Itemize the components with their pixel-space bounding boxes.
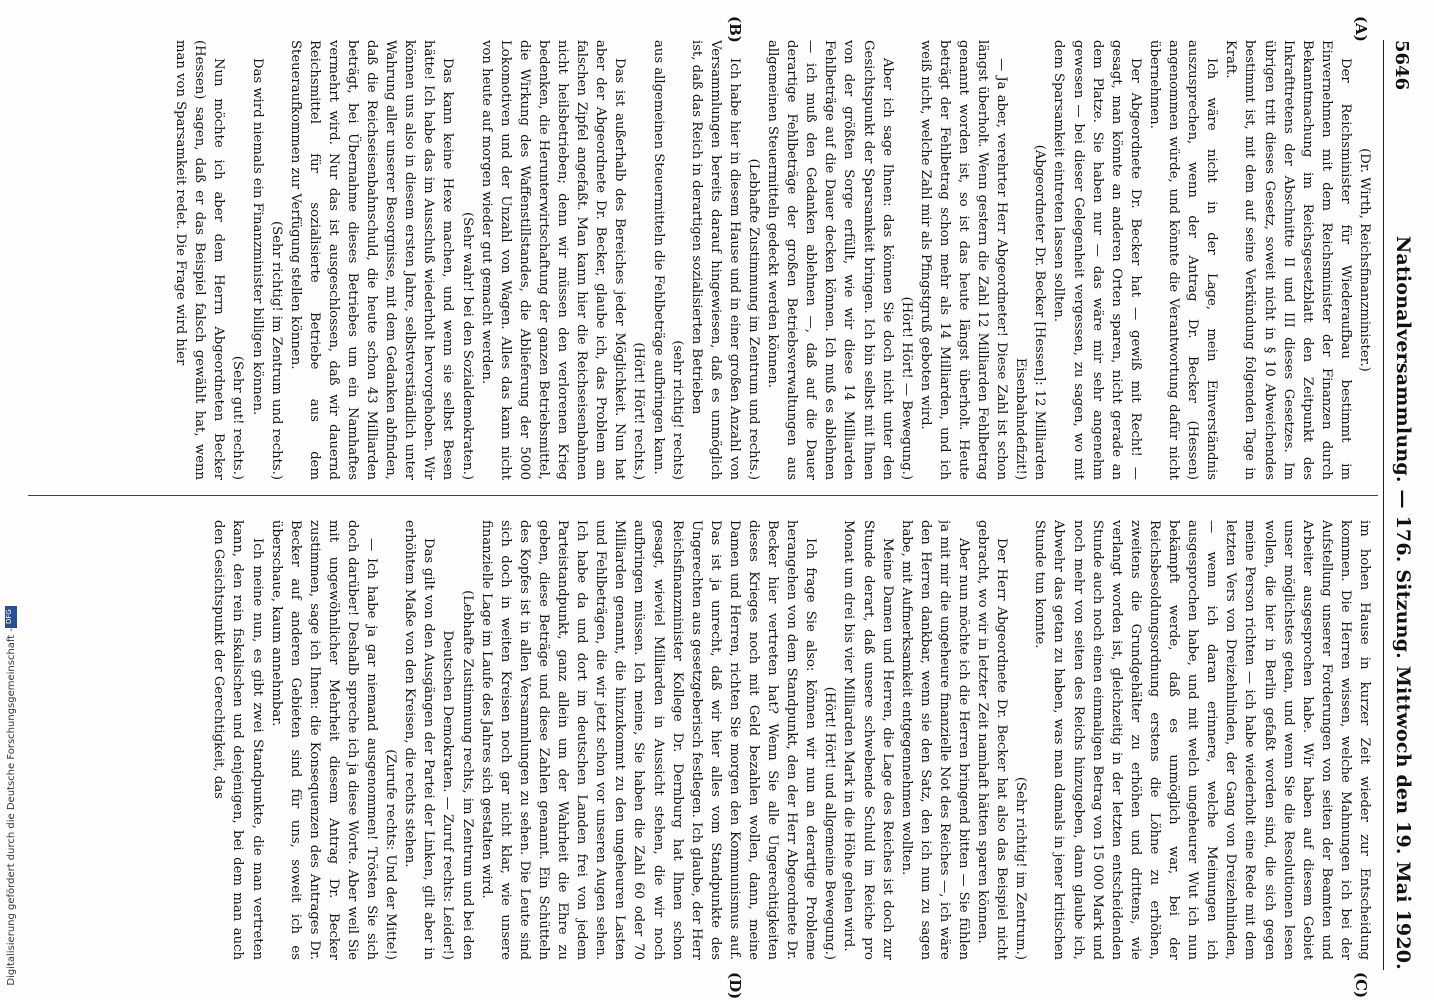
interjection: (Zurufe rechts: Und der Mitte!) xyxy=(383,749,399,960)
left-text-column xyxy=(34,40,1374,480)
paragraph: Ich frage Sie also: können wir nun an derartige Probleme herangehen von dem Standpunkt, den der Herr Abgeordnete Dr. Becker hier vertreten hat? Wenn Sie alle Ungerechtigkeiten dieses Krieges noch mit Geld bezahlen wollen, dann, meine Damen und Herren, richten Sie morgen den Kommunismus auf. Das ist ja unrecht, daß wir hier alles vom Standpunkte des Ungerechten aus gesetzgeberisch festlegen. Ich glaube, der Herr Reichsfinanzminister Kollege Dr. Dernburg hat Ihnen schon gesagt, wieviel Milliarden in Aussicht stehen, die wir noch aufbringen müssen. Ich meine, Sie haben die Zahl 60 oder 70 Milliarden genannt, die hinzukommt zu den ungeheuren Lasten und Fehlbeträgen, die wir jetzt schon vor unseren Augen sehen. Ich habe da und dort im deutschen Landen frei von jedem Parteistandpunkt, ganz allein um der Wahrheit die Ehre zu geben, diese Beträge und diese Zahlen genannt. Ein Schütteln des Kopfes ist in allen Versammlungen zu sehen. Die Leute sind sich doch in weiten Kreisen noch gar nicht klar, wie unsere finanzielle Lage im Laufe des Jahres sich gestalten wird. xyxy=(478,520,819,960)
paragraph: Aber ich sage Ihnen: das können Sie doch nicht unter den Gesichtspunkt der Sparsamkeit bringen. Ich bin selbst mit Ihnen von der größten Sorge erfüllt, wie wir diese 14 Milliarden Fehlbeträge auf die Dauer decken können. Ich muß es ablehnen — ich muß den Gedanken ablehnen —, daß auf die Dauer derartige Fehlbeträge der großen Betriebsverwaltungen aus allgemeinen Steuermitteln gedeckt werden können. xyxy=(765,40,895,480)
paragraph: Aber nun möchte ich die Herren bringend bitten — Sie fühlen ja mit mir die ungeheure finanzielle Not des Reiches —, ich wäre den Herren dankbar, wenn sie den Satz, den ich nun zu sagen habe, mit Aufmerksamkeit entgegennehmen wollten. xyxy=(898,520,972,960)
paragraph: Ich wäre nicht in der Lage, mein Einverständnis auszusprechen, wenn der Antrag Dr. Becker (Hessen) angenommen würde, und könnte die Verantwortung dafür nicht übernehmen. xyxy=(1146,40,1220,480)
paragraph: Meine Damen und Herren, die Lage des Reiches ist doch zur Stunde derart, daß unsere schwebende Schuld im Reiche pro Monat um drei bis vier Milliarden Mark in die Höhe gehen wird. xyxy=(841,520,895,960)
running-head: Nationalversammlung. — 176. Sitzung. Mittwoch den 19. Mai 1920. xyxy=(1392,235,1414,970)
interjection: (Hört! Hört! und allgemeine Bewegung.) xyxy=(822,686,838,960)
interjection: (Sehr richtig! im Zentrum und rechts.) xyxy=(268,220,284,480)
right-text-column xyxy=(34,520,1374,960)
paragraph: Ich meine nun, es gibt zwei Standpunkte, die man vertreten kann, den rein fiskalischen und denjenigen, bei dem man auch den Gesichtspunkt der Gerechtigkeit, das xyxy=(211,520,265,960)
interjection: (Sehr gut! rechts.) xyxy=(230,355,246,480)
page-number: 5646 xyxy=(1391,40,1412,91)
paragraph: aus allgemeinen Steuermitteln die Fehlbeträge aufbringen kann. xyxy=(650,40,666,475)
dfg-logo: DFG xyxy=(5,606,17,628)
margin-mark-a: (A) xyxy=(1352,16,1370,42)
paragraph: — Ich habe ja gar niemand ausgenommen! Trösten Sie sich doch darüber! Deshalb spreche ich ja diese Worte. Aber weil Sie mit ungewöhnlicher Mehrheit diesem Antrag Dr. Becker zustimmen, sage ich Ihnen: die Konsequenzen des Antrages Dr. Becker auf anderen Gebieten sind für uns, soweit ich es überschaue, kaum annehmbar. xyxy=(268,520,380,960)
paragraph: Der Herr Abgeordnete Dr. Becker hat also das Beispiel nicht gebracht, wo wir in letzter Zeit namhaft hätten sparen können. xyxy=(975,520,1010,960)
credit-text: Digitalisierung gefördert durch die Deutsche Forschungsgemeinschaft - xyxy=(5,628,17,986)
paragraph: im hohen Hause in kurzer Zeit wieder zur Entscheidung kommen. Die Herren wissen, welche Mahnungen ich bei der Aufstellung unserer Forderungen von seiten der Beamten und Arbeiter ausgesprochen habe. Wir haben auf diesem Gebiet unser möglichstes getan, und wenn Sie die Resolutionen lesen wollen, die hier in Berlin gefaßt worden sind, die sich gegen meine Person richten — ich habe wiederholt eine Rede mit dem letzten Vers von Dreizehnlinden, der Gang von Dreizehnlinden, — wenn ich daran erinnere, welche Meinungen ich ausgesprochen habe, und mit welch ungeheurer Wut ich nun bekämpft werde, daß es unmöglich war, bei der Reichsbesoldungsordnung erstens die Löhne zu erhöhen, zweitens die Grundgehälter zu erhöhen und drittens, wie verlangt worden ist, gleichzeitig in der letzten entscheidenden Stunde auch noch einen einmaligen Betrag von 15 000 Mark und noch mehr von seiten des Reichs hinzugeben, dann glaube ich, Abwehr das getan zu haben, was man damals in jener kritischen Stunde tun konnte. xyxy=(1032,520,1372,960)
interjection: (sehr richtig! rechts) xyxy=(669,340,685,480)
paragraph: Nun möchte ich aber dem Herrn Abgeordneten Becker (Hessen) sagen, daß er das Beispiel falsch gewählt hat, wenn man von Sparsamkeit redet. Die Frage wird hier xyxy=(173,40,227,480)
interjection: (Sehr wahr! bei den Sozialdemokraten.) xyxy=(459,212,475,480)
margin-mark-c: (C) xyxy=(1352,972,1370,999)
paragraph: Das gilt von den Ausgängen der Partei der Linken, gilt aber in erhöhtem Maße von den Kreisen, die rechts stehen. xyxy=(402,520,437,960)
interjection: (Lebhafte Zustimmung rechts, im Zentrum und bei den Deutschen Demokraten. — Zuruf rechts: Leider!) xyxy=(440,590,475,960)
paragraph: Der Reichsminister für Wiederaufbau bestimmt im Einvernehmen mit dem Reichsminister der Finanzen durch Bekanntmachung im Reichsgesetzblatt den Zeitpunkt des Inkrafttretens der Abschnitte II und III dieses Gesetzes. Im übrigen tritt dieses Gesetz, soweit nicht in § 10 Abweichendes bestimmt ist, mit dem auf seine Verkündung folgenden Tage in Kraft. xyxy=(1223,40,1353,480)
paragraph: — Ja aber, verehrter Herr Abgeordneter! Diese Zahl ist schon längst überholt. Wenn gestern die Zahl 12 Milliarden Fehlbetrag genannt worden ist, so ist das heute längst überholt. Heute beträgt der Fehlbetrag schon mehr als 14 Milliarden, und ich weiß nicht, welche Zahl mir als Pfingstgruß geboten wird. xyxy=(917,40,1010,480)
paragraph: Das ist außerhalb des Bereiches jeder Möglichkeit. Nun hat aber der Abgeordnete Dr. Becker, glaube ich, das Problem am falschen Zipfel angefaßt. Man kann hier die Reichseisenbahnen nicht heilsbetrieben; denn wir müssen den verlorenen Krieg bedenken, die Herunterwirtschaftung der ganzen Betriebsmittel, die Wirkung des Waffenstillstandes, die Ablieferung der 5000 Lokomotiven und der Unzahl von Wagen. Alles das kann nicht von heute auf morgen wieder gut gemacht werden. xyxy=(478,40,628,480)
page-header xyxy=(1383,40,1416,970)
paragraph: Das wird niemals ein Finanzminister billigen können. xyxy=(249,58,265,416)
margin-mark-b: (B) xyxy=(726,16,744,43)
paragraph: Das kann keine Hexe machen, und wenn sie selbst Besen hätte! Ich habe das im Ausschuß wiederholt hervorgehoben. Wir können uns also in diesem ersten Jahre, selbstverständlich unter Wahrung aller unserer Besorgnisse, mit dem Gedanken abfinden, daß die Reichseisenbahnschuld, die heute schon 43 Milliarden beträgt, bei Übernahme dieses Betriebes um ein Namhaftes vermehrt wird. Nur das ist ausgeschlossen, daß wir dauernd Reichsmittel für sozialisierte Betriebe aus dem Steueraufkommen zur Verfügung stellen können. xyxy=(287,40,456,480)
interjection: (Sehr richtig! im Zentrum.) xyxy=(1013,776,1029,960)
interjection: (Hört! Hört! — Bewegung.) xyxy=(898,296,914,480)
interjection: (Hört! Hört! rechts.) xyxy=(631,342,647,480)
column-divider xyxy=(28,495,1378,496)
paragraph: Ich habe hier in diesem Hause und in einer großen Anzahl von Versammlungen bereits darauf hingewiesen, daß es unmöglich ist, daß das Reich in derartigen sozialisierten Betrieben xyxy=(688,40,742,480)
interjection: (Abgeordneter Dr. Becker [Hessen]: 12 Milliarden Eisenbahndefizit!) xyxy=(1013,144,1048,480)
paragraph: Der Abgeordnete Dr. Becker hat — gewiß mit Recht! — gesagt, man könnte an anderen Orten sparen, nicht gerade an dem Platze. Sie haben nur — das wäre mir sehr angenehm gewesen — bei dieser Gelegenheit vergessen, zu sagen, wo mit dem Sparsamkeit eintreten lassen sollten. xyxy=(1051,40,1143,480)
interjection: (Dr. Wirth, Reichsfinanzminister.) xyxy=(1357,148,1372,372)
margin-mark-d: (D) xyxy=(726,972,744,1000)
interjection: (Lebhafte Zustimmung im Zentrum und rechts.) xyxy=(746,158,761,480)
